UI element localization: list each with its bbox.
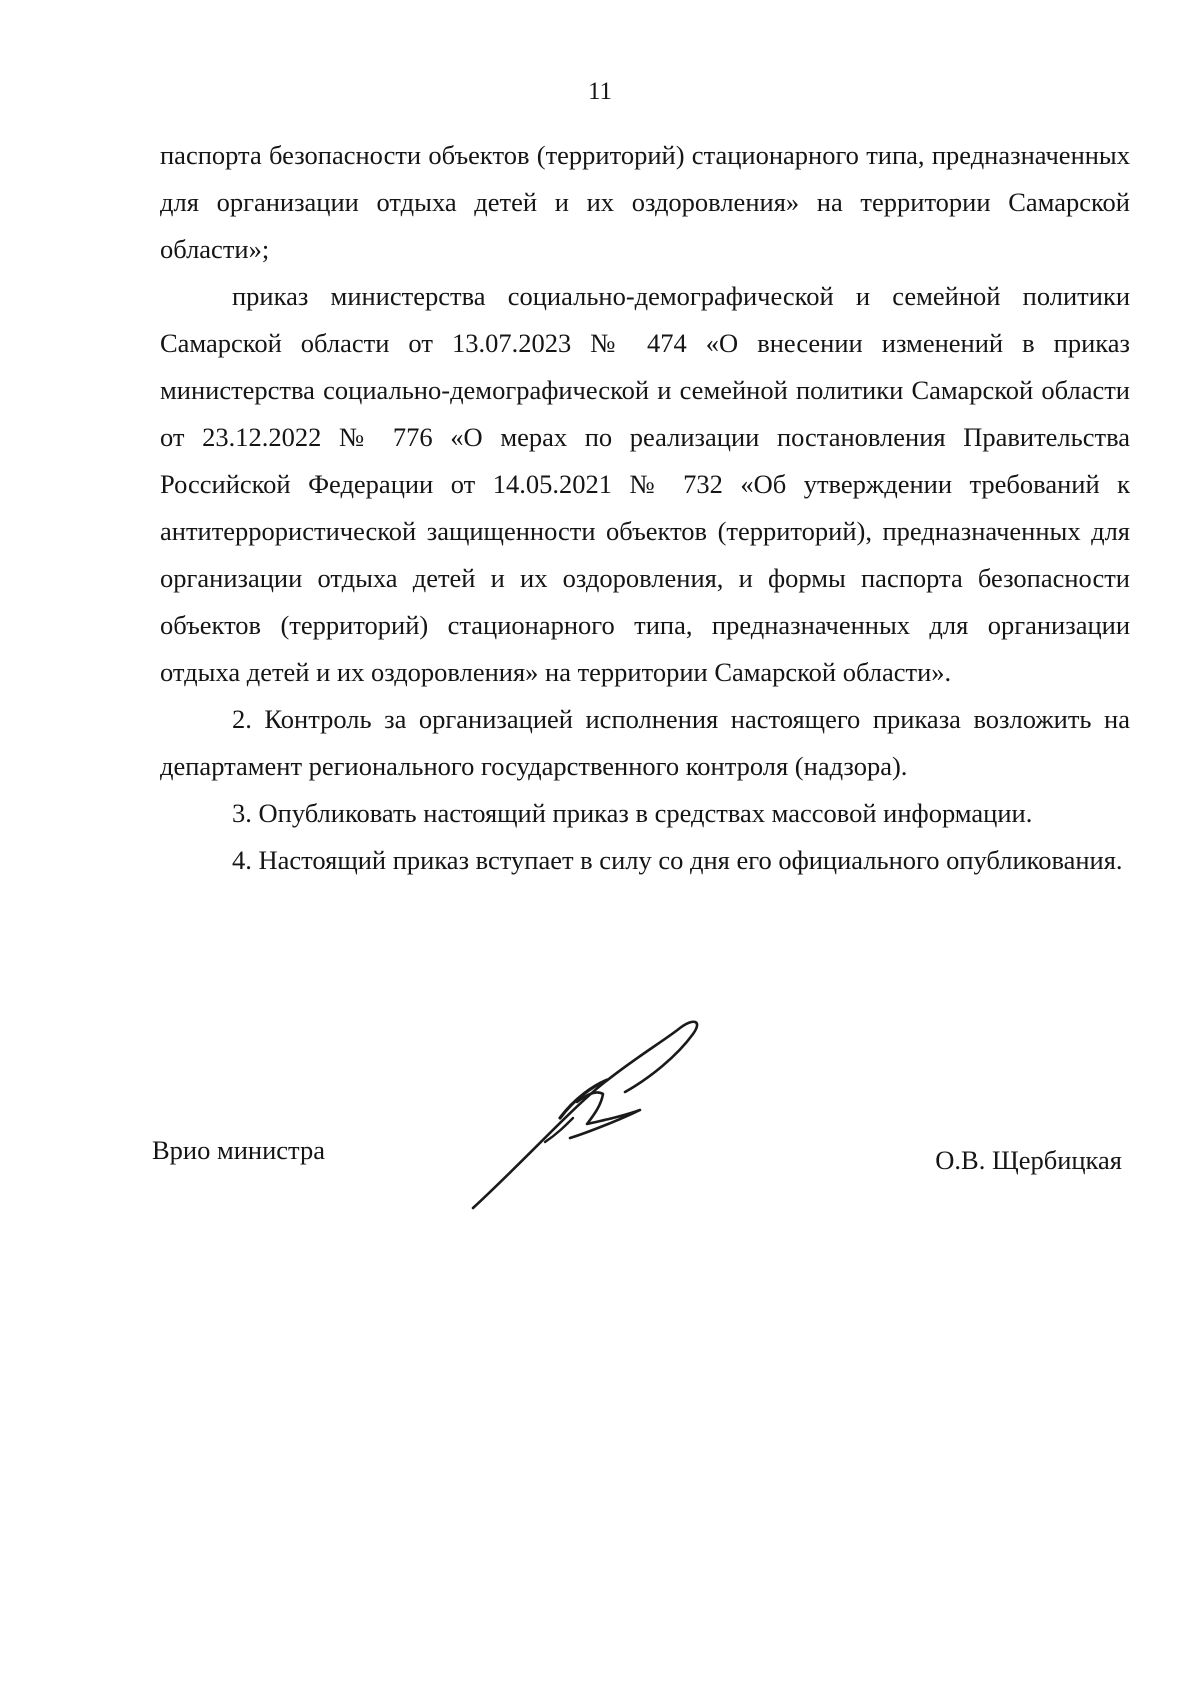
signer-name: О.В. Щербицкая [935,1145,1122,1175]
paragraph-continuation: паспорта безопасности объектов (территорий) стационарного типа, предназначенных для организации отдыха детей и их оздоровления» на территории Самарской области»; [160,140,1130,264]
handwritten-signature [465,1010,755,1220]
page-number: 11 [587,78,613,105]
document-body [160,132,1130,884]
paragraph-item-3: 3. Опубликовать настоящий приказ в средствах массовой информации. [232,798,1033,828]
signer-title: Врио министра [152,1135,325,1165]
paragraph-item-2: 2. Контроль за организацией исполнения настоящего приказа возложить на департамент регионального государственного контроля (надзора). [160,704,1130,781]
paragraph-item-4: 4. Настоящий приказ вступает в силу со дня его официального опубликования. [232,845,1123,875]
paragraph-order-reference: приказ министерства социально-демографической и семейной политики Самарской области от 13.07.2023 № 474 «О внесении изменений в приказ министерства социально-демографической и семейной политики Самарской области от 23.12.2022 № 776 «О мерах по реализации постановления Правительства Российской Федерации от 14.05.2021 № 732 «Об утверждении требований к антитеррористической защищенности объектов (территорий), предназначенных для организации отдыха детей и их оздоровления, и формы паспорта безопасности объектов (территорий) стационарного типа, предназначенных для организации отдыха детей и их оздоровления» на территории Самарской области». [160,281,1130,687]
